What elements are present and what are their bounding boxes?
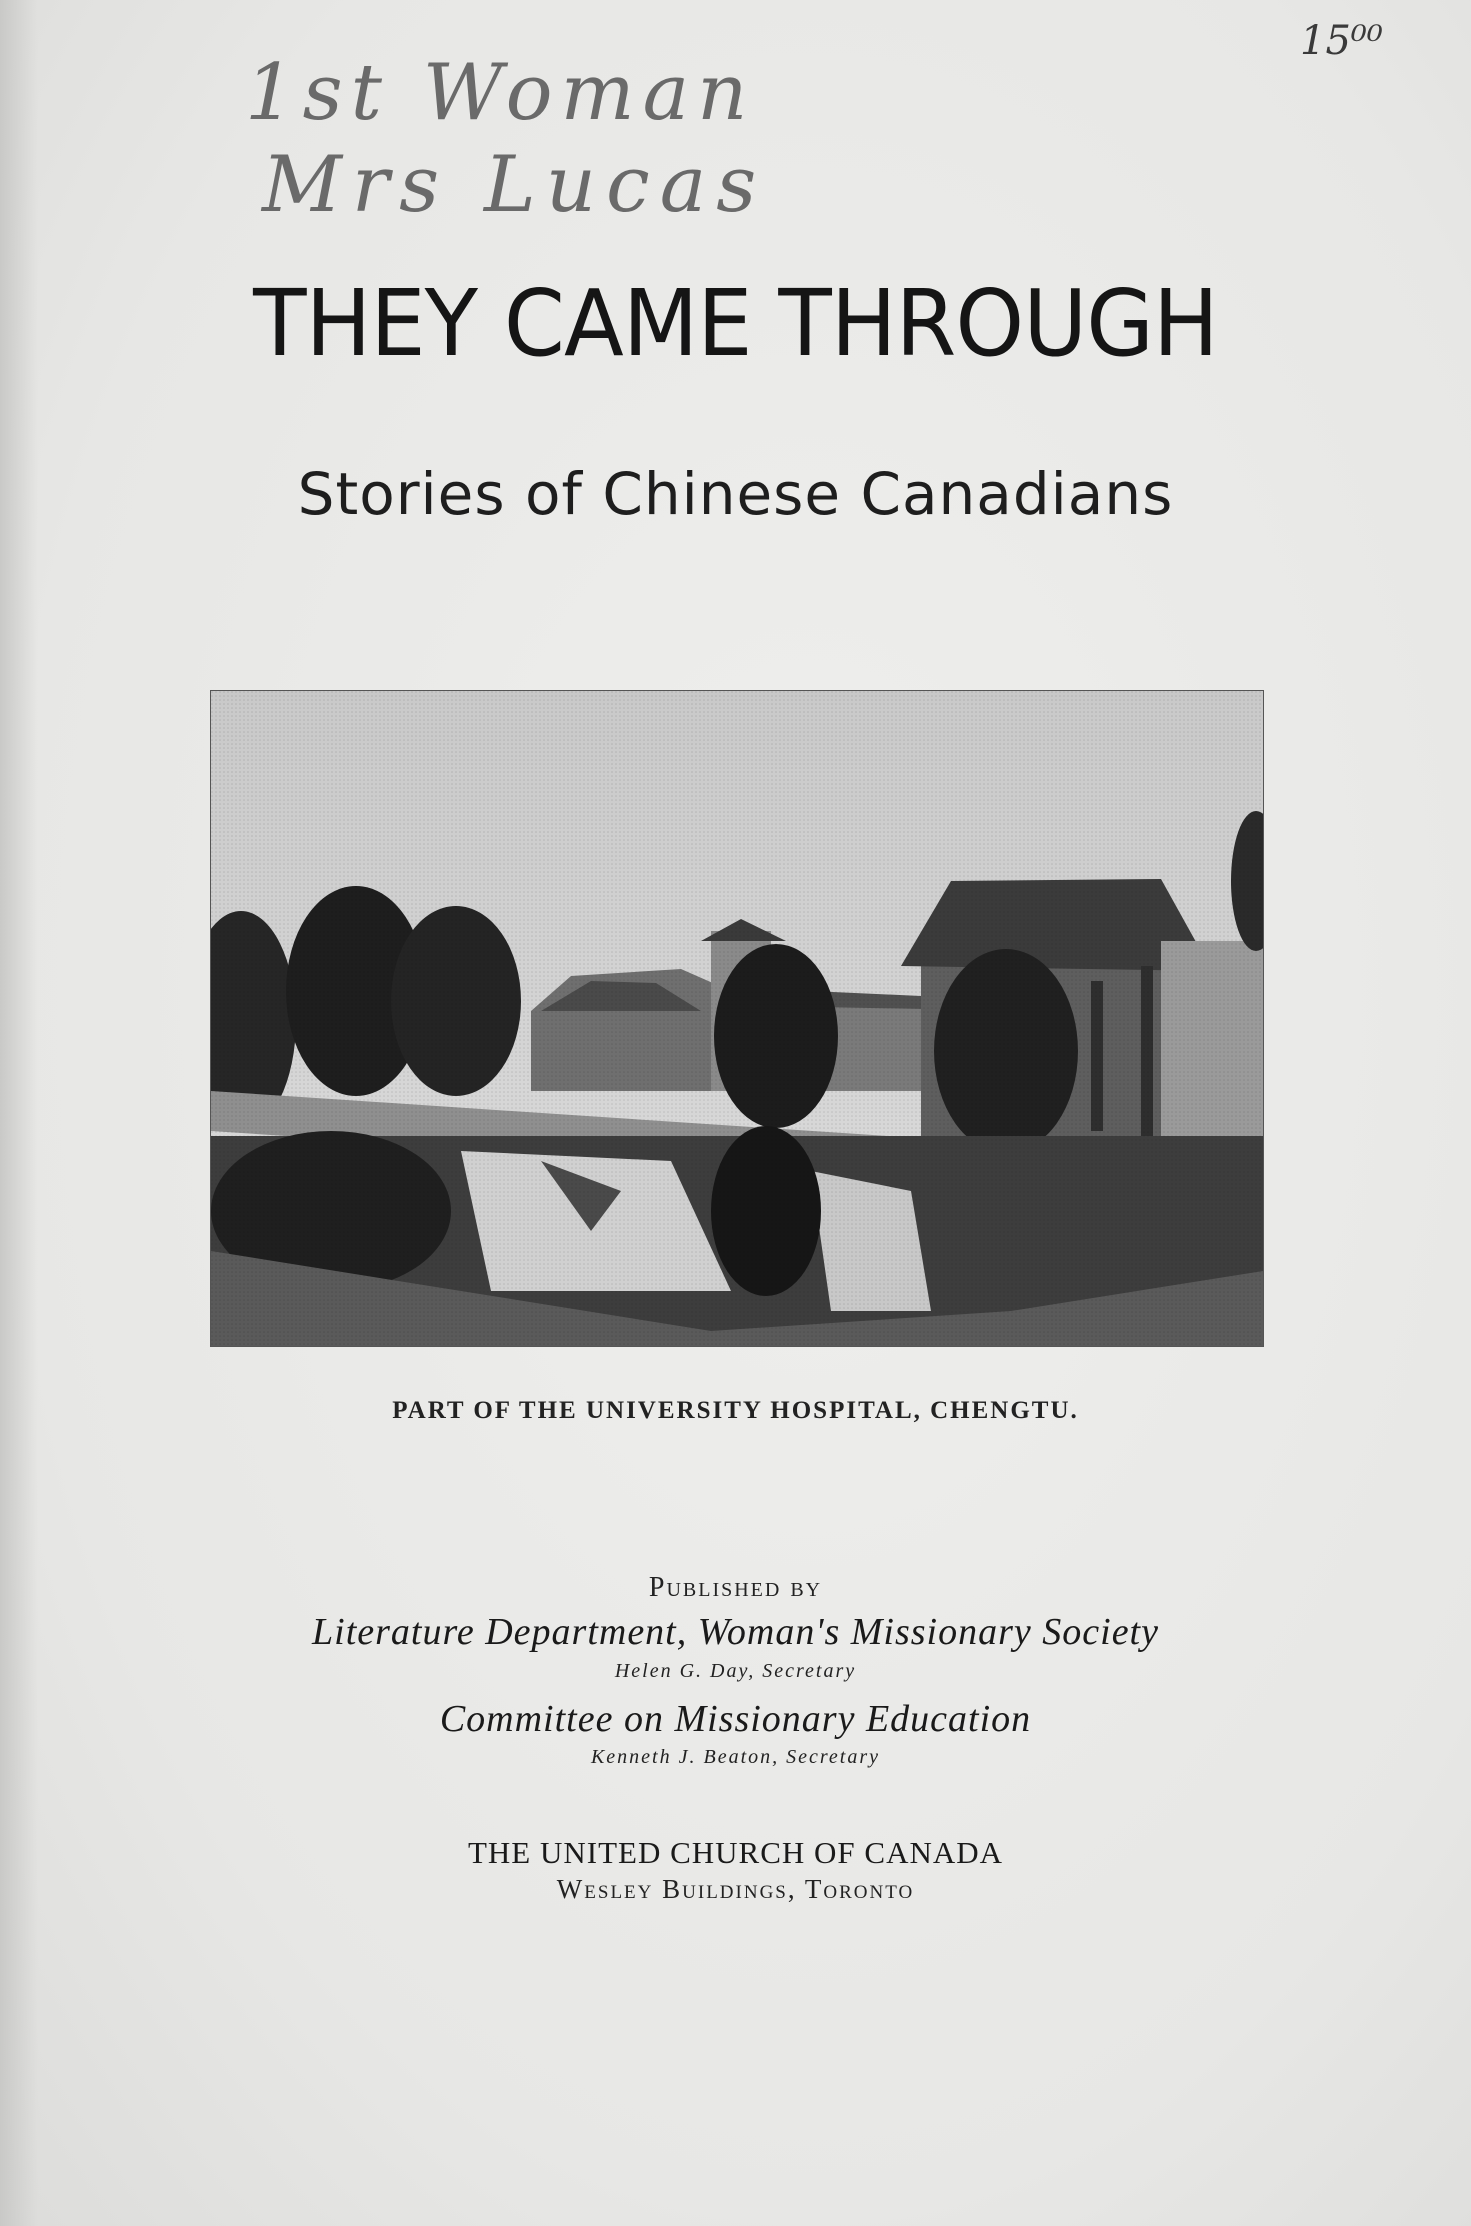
photo-caption: PART OF THE UNIVERSITY HOSPITAL, CHENGTU. bbox=[392, 1397, 1079, 1424]
hospital-photo-illustration bbox=[211, 691, 1263, 1346]
handwritten-line-2: Mrs Lucas bbox=[262, 140, 767, 230]
publisher-org-2-secretary: Kenneth J. Beaton, Secretary bbox=[590, 1746, 881, 1768]
cover-title: THEY CAME THROUGH bbox=[253, 270, 1218, 377]
handwritten-notes bbox=[0, 0, 1471, 300]
handwritten-price: 15⁰⁰ bbox=[1300, 18, 1383, 64]
church-name: THE UNITED CHURCH OF CANADA bbox=[467, 1835, 1004, 1870]
publisher-org-2: Committee on Missionary Education bbox=[439, 1698, 1032, 1740]
handwritten-line-1: 1st Woman bbox=[245, 48, 756, 138]
cover-subtitle: Stories of Chinese Canadians bbox=[297, 460, 1174, 528]
published-by-label: Published by bbox=[648, 1572, 823, 1603]
hospital-photo bbox=[210, 690, 1264, 1347]
church-address: Wesley Buildings, Toronto bbox=[556, 1874, 915, 1904]
publisher-org-1: Literature Department, Woman's Missionary Society bbox=[312, 1611, 1159, 1653]
publisher-org-1-secretary: Helen G. Day, Secretary bbox=[614, 1660, 857, 1682]
